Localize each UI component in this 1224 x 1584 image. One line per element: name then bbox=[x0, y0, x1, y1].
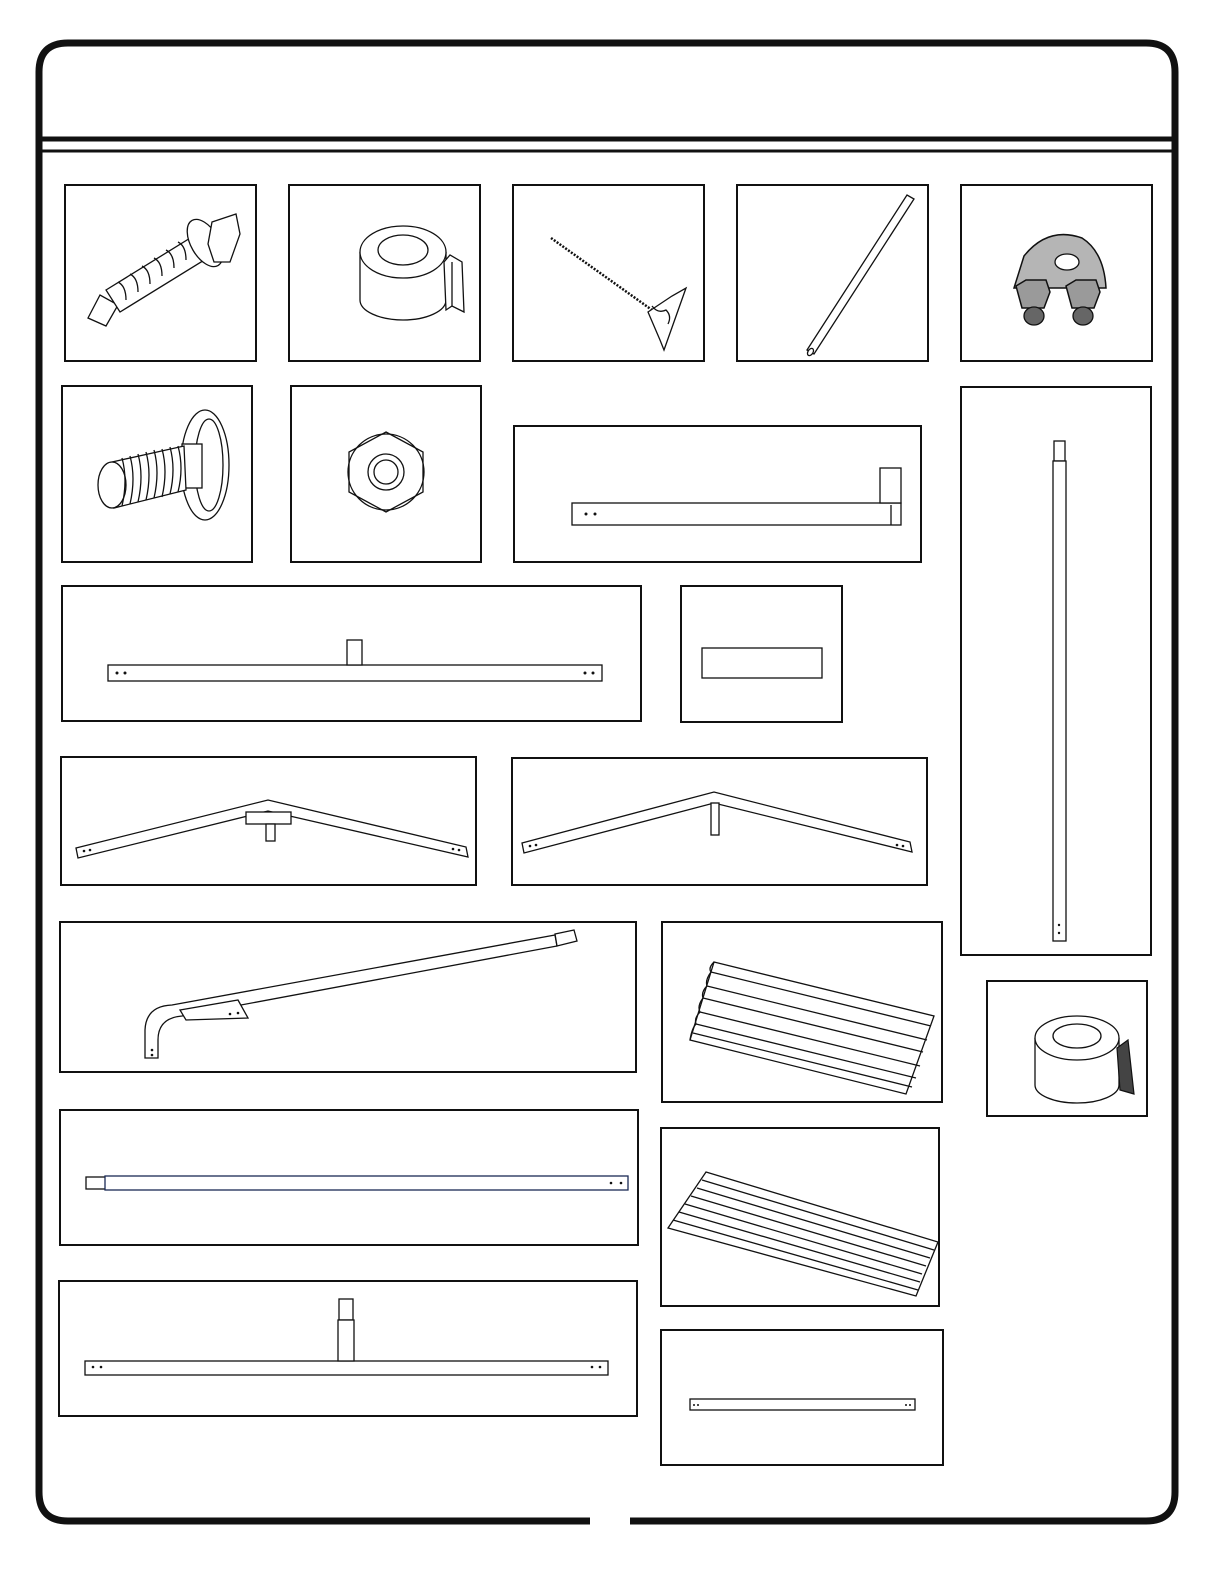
part-wire-clip bbox=[961, 185, 1152, 361]
part-purlin bbox=[661, 1330, 943, 1465]
part-hex-nut bbox=[291, 386, 481, 562]
part-roof-truss-b bbox=[512, 758, 927, 885]
part-base-rail-post bbox=[59, 1281, 637, 1416]
part-vertical-post bbox=[961, 387, 1151, 955]
part-center-post-rail bbox=[62, 586, 641, 721]
plate-icon bbox=[702, 648, 822, 678]
part-ground-anchor bbox=[513, 185, 704, 361]
part-ground-rod bbox=[737, 185, 928, 361]
part-foam-tape bbox=[987, 981, 1147, 1116]
part-gasket-tape bbox=[289, 185, 480, 361]
part-roof-truss-a bbox=[61, 757, 476, 885]
flat-bar-icon bbox=[690, 1399, 915, 1410]
part-curved-rafter bbox=[60, 922, 636, 1072]
part-roof-panel-b bbox=[661, 1128, 939, 1306]
part-carriage-bolt bbox=[62, 386, 252, 562]
part-screw bbox=[65, 185, 256, 361]
tube-icon bbox=[86, 1176, 628, 1190]
part-corner-brace bbox=[514, 426, 921, 562]
part-spacer-block bbox=[681, 586, 842, 722]
post-icon bbox=[1053, 441, 1066, 941]
part-swaged-tube bbox=[60, 1110, 638, 1245]
hex-nut-icon bbox=[348, 432, 424, 512]
part-roof-panel-a bbox=[662, 922, 942, 1102]
